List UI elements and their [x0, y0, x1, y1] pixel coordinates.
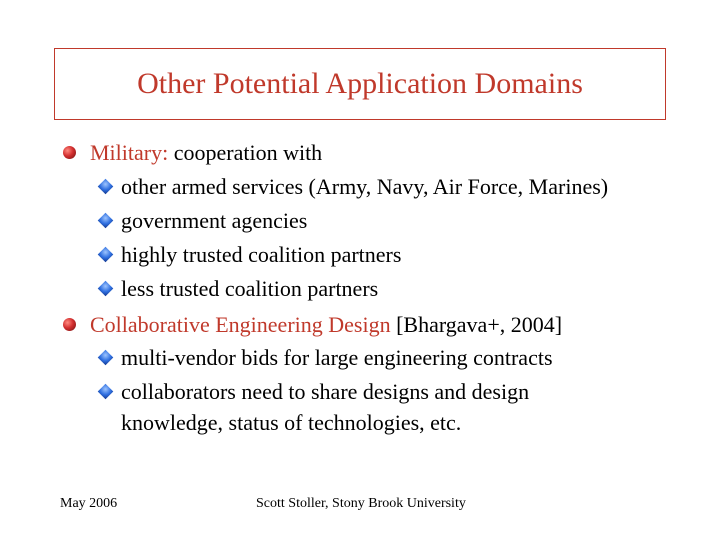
- blue-diamond-bullet-icon: [98, 384, 114, 400]
- bullet-military-rest: cooperation with: [168, 140, 323, 165]
- sub-bullet-multi-vendor: multi-vendor bids for large engineering contracts: [121, 345, 553, 370]
- blue-diamond-bullet-icon: [98, 281, 114, 297]
- red-ball-bullet-icon: [63, 318, 76, 331]
- sub-bullet-trusted-partners: highly trusted coalition partners: [121, 242, 402, 267]
- blue-diamond-bullet-icon: [98, 213, 114, 229]
- footer-date: May 2006: [60, 496, 118, 511]
- title-box: [54, 48, 666, 120]
- sub-bullet-armed-services: other armed services (Army, Navy, Air Force, Marines): [121, 174, 609, 199]
- bullet-collab-lead: Collaborative Engineering Design: [90, 312, 391, 337]
- bullet-military: [90, 140, 322, 166]
- bullet-collab-rest: [Bhargava+, 2004]: [390, 312, 563, 337]
- red-ball-bullet-icon: [63, 146, 76, 159]
- footer-author: Scott Stoller, Stony Brook University: [256, 496, 466, 511]
- sub-bullet-collaborators-share: collaborators need to share designs and design: [121, 379, 530, 404]
- sub-bullet-less-trusted-partners: less trusted coalition partners: [121, 276, 379, 301]
- blue-diamond-bullet-icon: [98, 247, 114, 263]
- sub-bullet-collaborators-share-cont: knowledge, status of technologies, etc.: [121, 410, 462, 435]
- blue-diamond-bullet-icon: [98, 179, 114, 195]
- slide-title: Other Potential Application Domains: [137, 67, 583, 100]
- sub-bullet-government-agencies: government agencies: [121, 208, 308, 233]
- bullet-military-lead: Military:: [90, 140, 169, 165]
- blue-diamond-bullet-icon: [98, 350, 114, 366]
- bullet-collaborative-engineering: [90, 312, 562, 338]
